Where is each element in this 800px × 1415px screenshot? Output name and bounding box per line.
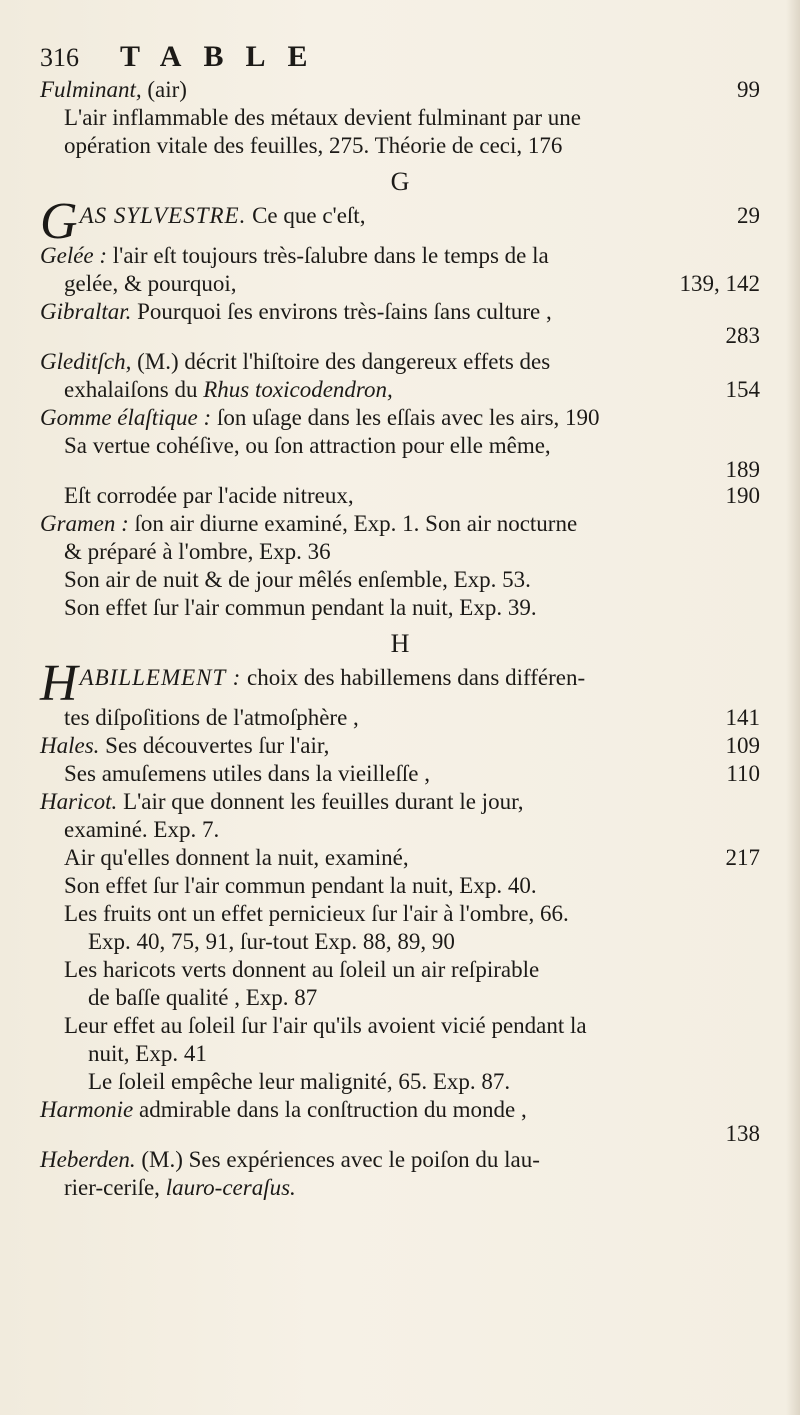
entry-term: Harmonie	[40, 1097, 134, 1122]
index-entry-fulminant	[40, 76, 760, 104]
entry-continuation	[40, 844, 760, 872]
entry-term: Haricot.	[40, 789, 118, 814]
entry-ref: 138	[725, 1121, 760, 1146]
entry-term: Gelée :	[40, 243, 108, 268]
entry-term: Heberden.	[40, 1147, 136, 1172]
entry-continuation: Le ſoleil empêche leur malignité, 65. Exp. 87.	[88, 1069, 511, 1094]
entry-continuation: Son effet ſur l'air commun pendant la nuit, Exp. 40.	[64, 873, 537, 898]
entry-continuation: Son air de nuit & de jour mêlés enſemble, Exp. 53.	[64, 567, 531, 592]
drop-capital: G	[40, 193, 78, 250]
index-entry-gelee	[40, 242, 760, 270]
entry-text: ſon uſage dans les eſſais avec les airs, 190	[211, 405, 600, 430]
entry-text: admirable dans la conſtruction du monde ,	[133, 1097, 527, 1122]
entry-ref: 139, 142	[679, 271, 760, 296]
entry-continuation: L'air inflammable des métaux devient fulminant par une	[64, 105, 581, 130]
entry-ref: 29	[737, 203, 760, 228]
entry-text: choix des habillemens dans différen-	[241, 665, 586, 690]
entry-continuation: de baſſe qualité , Exp. 87	[88, 985, 318, 1010]
entry-continuation	[40, 1174, 760, 1202]
entry-text: Pourquoi ſes environs très-ſains ſans culture ,	[131, 299, 552, 324]
entry-text: exhalaiſons du	[64, 377, 204, 402]
entry-text: l'air eſt toujours très-ſalubre dans le temps de la	[107, 243, 549, 268]
entry-continuation	[40, 704, 760, 732]
entry-continuation	[40, 376, 760, 404]
entry-term: Hales.	[40, 733, 100, 758]
section-letter-h: H	[390, 629, 410, 658]
entry-continuation: Les fruits ont un effet pernicieux ſur l'air à l'ombre, 66.	[64, 901, 569, 926]
entry-ref: 99	[737, 77, 760, 102]
entry-continuation: & préparé à l'ombre, Exp. 36	[64, 539, 331, 564]
index-entry-harmonie	[40, 1096, 760, 1124]
entry-term: Gramen :	[40, 511, 129, 536]
entry-term: Rhus toxicodendron,	[203, 377, 393, 402]
index-entry-gleditsch	[40, 348, 760, 376]
entry-continuation	[40, 270, 760, 298]
entry-term: Gibraltar.	[40, 299, 132, 324]
entry-ref: 189	[725, 457, 760, 482]
entry-text: (M.) décrit l'hiſtoire des dangereux effets des	[131, 349, 551, 374]
entry-text: rier-ceriſe,	[64, 1175, 166, 1200]
entry-text: Eſt corrodée par l'acide nitreux,	[64, 483, 354, 508]
drop-capital: H	[40, 655, 78, 712]
entry-continuation	[40, 760, 760, 788]
entry-continuation: Sa vertue cohéſive, ou ſon attraction pour elle même,	[64, 433, 551, 458]
hanging-ref-line	[40, 323, 760, 348]
entry-text: Ses amuſemens utiles dans la vieilleſſe ,	[64, 761, 431, 786]
entry-ref: 110	[726, 761, 760, 786]
entry-text: Air qu'elles donnent la nuit, examiné,	[64, 845, 409, 870]
entry-text: gelée, & pourquoi,	[64, 271, 237, 296]
entry-text: Ce que c'eſt,	[246, 203, 366, 228]
entry-continuation: examiné. Exp. 7.	[64, 817, 220, 842]
entry-term: Gleditſch,	[40, 349, 132, 374]
index-entry-heberden	[40, 1146, 760, 1174]
entry-text: Ses découvertes ſur l'air,	[99, 733, 330, 758]
entry-ref: 283	[725, 323, 760, 348]
index-entries	[40, 76, 760, 1202]
entry-ref: 141	[725, 705, 760, 730]
entry-continuation: Les haricots verts donnent au ſoleil un air reſpirable	[64, 957, 540, 982]
entry-term: lauro-ceraſus.	[165, 1175, 296, 1200]
index-entry-haricot	[40, 788, 760, 816]
entry-ref: 217	[725, 845, 760, 870]
running-title: TABLE	[120, 40, 330, 73]
entry-text: ſon air diurne examiné, Exp. 1. Son air nocturne	[128, 511, 578, 536]
entry-text: L'air que donnent les feuilles durant le jour,	[117, 789, 524, 814]
entry-continuation: opération vitale des feuilles, 275. Théorie de ceci, 176	[64, 133, 563, 158]
entry-ref: 190	[725, 483, 760, 508]
entry-continuation: Exp. 40, 75, 91, ſur-tout Exp. 88, 89, 90	[88, 929, 455, 954]
index-entry-hales	[40, 732, 760, 760]
page-header	[40, 40, 760, 76]
entry-term: AS SYLVESTRE.	[79, 203, 247, 228]
entry-term: Fulminant,	[40, 77, 142, 102]
page-number: 316	[40, 43, 79, 72]
index-entry-habillement	[40, 655, 760, 712]
entry-continuation: Son effet ſur l'air commun pendant la nuit, Exp. 39.	[64, 595, 537, 620]
index-entry-gramen	[40, 510, 760, 538]
hanging-ref-line	[40, 1121, 760, 1146]
entry-text: (air)	[141, 77, 187, 102]
entry-ref: 154	[725, 377, 760, 402]
index-entry-gibraltar	[40, 298, 760, 326]
index-entry-gas	[40, 193, 760, 250]
entry-term: Gomme élaſtique :	[40, 405, 212, 430]
entry-continuation	[40, 482, 760, 510]
entry-term: ABILLEMENT :	[79, 665, 242, 690]
page-edge-shadow	[786, 0, 800, 1415]
entry-continuation: Leur effet au ſoleil ſur l'air qu'ils avoient vicié pendant la	[64, 1013, 587, 1038]
entry-text: tes diſpoſitions de l'atmoſphère ,	[64, 705, 359, 730]
entry-continuation: nuit, Exp. 41	[88, 1041, 207, 1066]
hanging-ref-line	[40, 457, 760, 482]
section-letter-g: G	[390, 167, 410, 196]
entry-text: (M.) Ses expériences avec le poiſon du lau-	[135, 1147, 540, 1172]
entry-ref: 109	[725, 733, 760, 758]
index-entry-gomme	[40, 404, 760, 432]
